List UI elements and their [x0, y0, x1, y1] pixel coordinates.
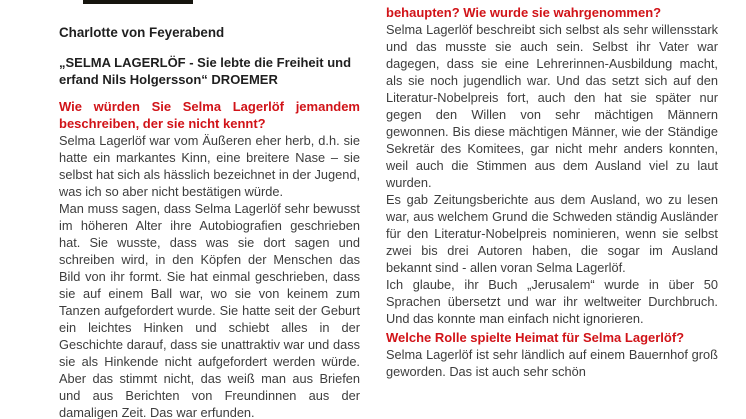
left-column — [59, 24, 360, 419]
right-column — [386, 4, 718, 380]
interview-question-2: Welche Rolle spielte Heimat für Selma Lagerlöf? — [386, 330, 685, 345]
answer-paragraph: Ich glaube, ihr Buch „Jerusalem“ wurde in über 50 Sprachen übersetzt und war ihr weltweiter Durchbruch. Und das konnte man einfach nicht ignorieren. — [386, 277, 718, 326]
book-title: „SELMA LAGERLÖF - Sie lebte die Freiheit und erfand Nils Holgersson“ DROEMER — [59, 55, 352, 87]
interview-question-continuation: behaupten? Wie wurde sie wahrgenommen? — [386, 5, 662, 20]
cropped-image-bottom-edge — [83, 0, 193, 4]
interview-question-1: Wie würden Sie Selma Lagerlöf jemandem beschreiben, der sie nicht kennt? — [59, 99, 360, 131]
answer-paragraph: Selma Lagerlöf war vom Äußeren eher herb, d.h. sie hatte ein markantes Kinn, eine breitere Nase – sie selbst hat sich als hässlich bezeichnet in der Jugend, was ich so aber nicht bestätigen würde. — [59, 133, 360, 199]
answer-paragraph-partial: Selma Lagerlöf ist sehr ländlich auf einem Bauernhof groß geworden. Das ist auch sehr schön — [386, 347, 718, 379]
answer-paragraph: Es gab Zeitungsberichte aus dem Ausland, wo zu lesen war, aus welchem Grund die Schweden ständig Ausländer für den Literatur-Nobelpreis nominieren, wenn sie selbst zwei bis drei Autoren haben, die sogar im Ausland bekannt sind - allen voran Selma Lagerlöf. — [386, 192, 718, 275]
answer-paragraph: Man muss sagen, dass Selma Lagerlöf sehr bewusst im höheren Alter ihre Autobiografien geschrieben hat. Sie wusste, dass was sie dort sagen und schreiben wird, in den Köpfen der Menschen das Bild von ihr formt. Sie hat einmal geschrieben, dass sie auf einem Ball war, wo sie von keinem zum Tanzen aufgefordert wurde. Sie hatte seit der Geburt ein leichtes Hinken und schiebt alles in der Geschichte darauf, dass sie unattraktiv war und dass sie als Hinkende nicht aufgefordert werden würde. Aber das stimmt nicht, das weiß man aus Briefen und aus Berichten von Freundinnen aus der damaligen Zeit. Das war erfunden. — [59, 201, 360, 419]
answer-paragraph: Selma Lagerlöf beschreibt sich selbst als sehr willensstark und das musste sie auch sein. Selbst ihr Vater war dagegen, dass sie eine Lehrerinnen-Ausbildung macht, als sie noch jugendlich war. Und das setzt sich auf den Literatur-Nobelpreis fort, auch den hat sie später nur gegen den Willen von sehr mächtigen Männern gewonnen. Bis diese mächtigen Männer, wie der Ständige Sekretär des Komitees, gar nicht mehr anders konnten, weil auch die Stimmen aus dem Ausland viel zu laut wurden. — [386, 22, 718, 190]
author-name: Charlotte von Feyerabend — [59, 25, 225, 40]
